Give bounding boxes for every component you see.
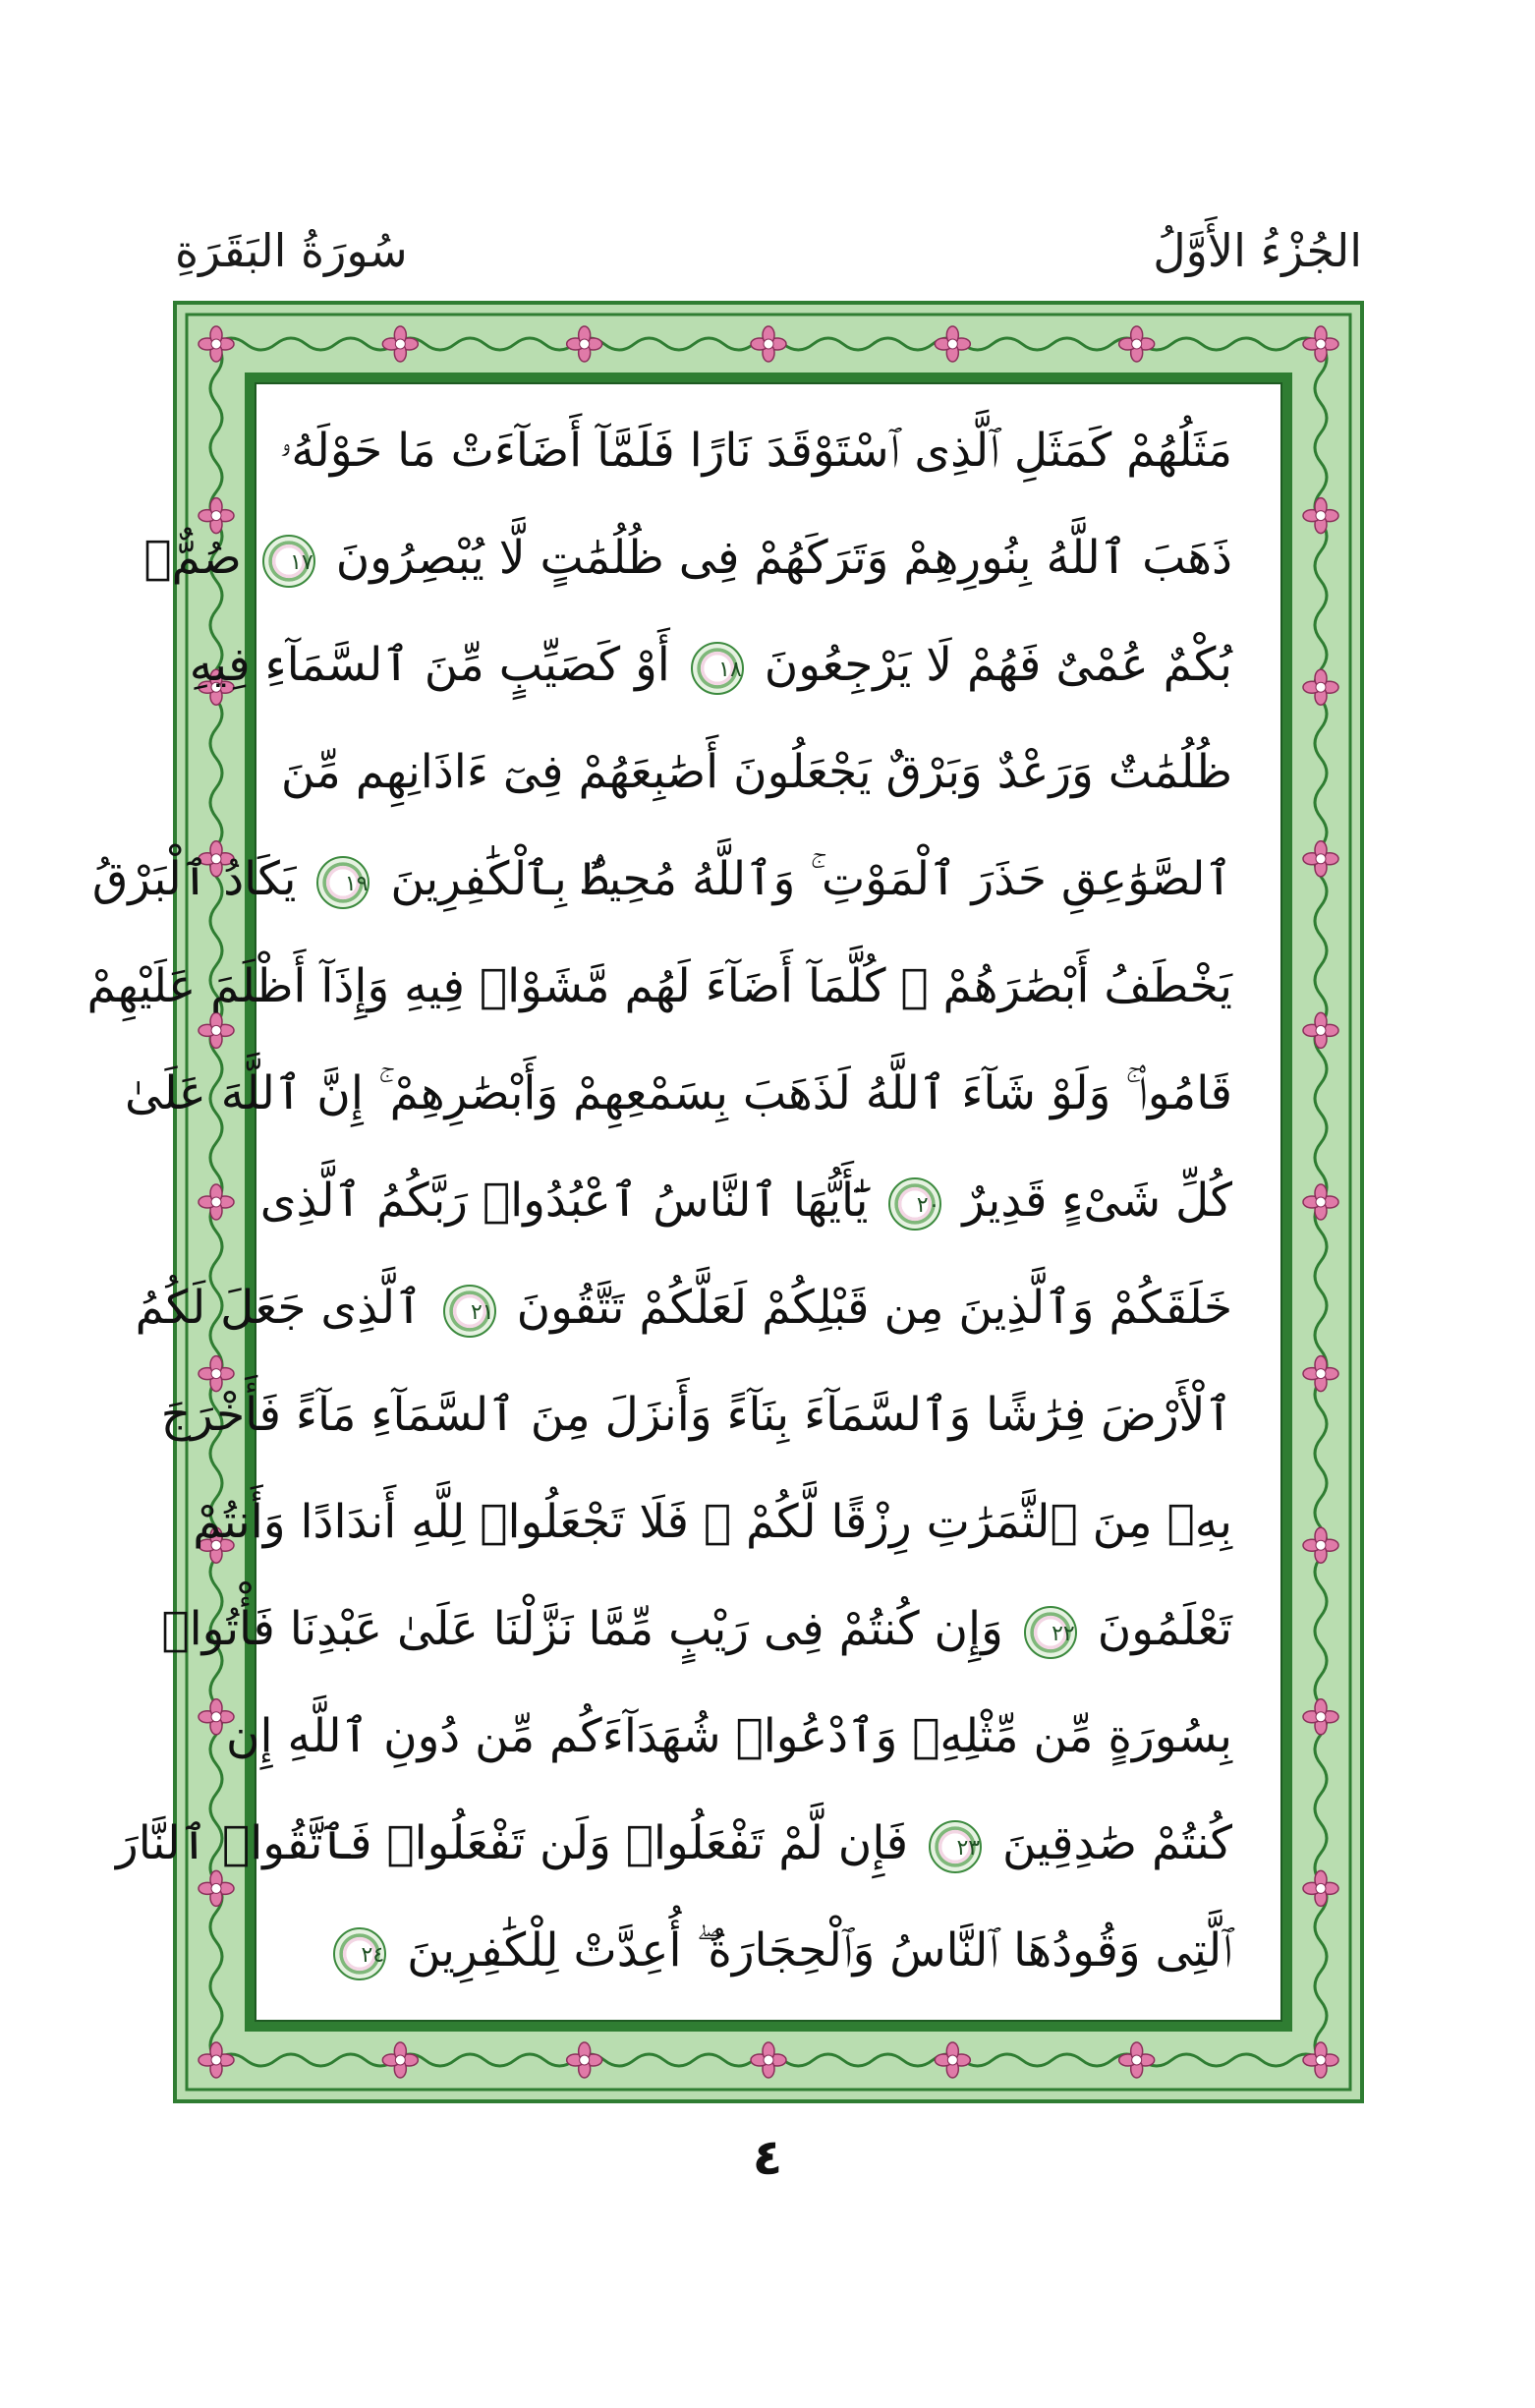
verse-text-continued: فَإِن لَّمْ تَفْعَلُوا۟ وَلَن تَفْعَلُوا۟ فَٱتَّقُوا۟ ٱلنَّارَ: [116, 1816, 909, 1870]
text-line: [263, 417, 1274, 486]
ayah-number-marker: ٢٠: [888, 1177, 941, 1231]
quran-text-area: [86, 391, 1274, 2013]
verse-text-continued: وَإِن كُنتُمْ فِى رَيْبٍ مِّمَّا نَزَّلْنَا عَلَىٰ عَبْدِنَا فَأْتُوا۟: [161, 1602, 1003, 1656]
ayah-number-marker: ١٧: [262, 535, 315, 588]
verse-text: بُكْمٌ عُمْىٌ فَهُمْ لَا يَرْجِعُونَ: [764, 638, 1232, 692]
text-line: [116, 1809, 1274, 1878]
text-line: [226, 1702, 1274, 1771]
ayah-number-marker: ١٨: [691, 642, 744, 695]
juz-title: الجُزْءُ الأَوَّلُ: [1153, 224, 1362, 277]
text-line: [263, 1917, 1274, 1985]
verse-text: مَثَلُهُمْ كَمَثَلِ ٱلَّذِى ٱسْتَوْقَدَ نَارًا فَلَمَّآ أَضَآءَتْ مَا حَوْلَهُۥ: [279, 424, 1232, 478]
verse-text: كُلِّ شَىْءٍ قَدِيرٌ: [962, 1174, 1232, 1228]
text-line: [263, 738, 1274, 807]
verse-text-continued: يَٰٓأَيُّهَا ٱلنَّاسُ ٱعْبُدُوا۟ رَبَّكُمُ ٱلَّذِى: [259, 1174, 869, 1228]
text-line: [193, 1488, 1274, 1557]
text-line: [91, 845, 1274, 914]
text-line: [86, 952, 1274, 1021]
verse-text: ٱلْأَرْضَ فِرَٰشًا وَٱلسَّمَآءَ بِنَآءً وَأَنزَلَ مِنَ ٱلسَّمَآءِ مَآءً فَأَخْرَجَ: [160, 1388, 1232, 1442]
verse-text: ذَهَبَ ٱللَّهُ بِنُورِهِمْ وَتَرَكَهُمْ فِى ظُلُمَٰتٍ لَّا يُبْصِرُونَ: [335, 531, 1232, 585]
verse-text-continued: أَوْ كَصَيِّبٍ مِّنَ ٱلسَّمَآءِ فِيهِ: [189, 638, 670, 692]
verse-text-continued: صُمٌّۢ: [143, 531, 242, 585]
text-line: [189, 631, 1274, 700]
ayah-number-marker: ٢٤: [333, 1927, 386, 1980]
ayah-number-marker: ٢٣: [929, 1820, 982, 1873]
verse-text: ٱلَّتِى وَقُودُهَا ٱلنَّاسُ وَٱلْحِجَارَةُ ۖ أُعِدَّتْ لِلْكَٰفِرِينَ: [407, 1923, 1232, 1978]
verse-text: ٱلصَّوَٰعِقِ حَذَرَ ٱلْمَوْتِ ۚ وَٱللَّهُ مُحِيطٌۢ بِٱلْكَٰفِرِينَ: [390, 852, 1232, 906]
verse-text: خَلَقَكُمْ وَٱلَّذِينَ مِن قَبْلِكُمْ لَعَلَّكُمْ تَتَّقُونَ: [516, 1281, 1232, 1335]
verse-text: كُنتُمْ صَٰدِقِينَ: [1002, 1816, 1232, 1870]
text-line: [259, 1167, 1274, 1235]
verse-text: تَعْلَمُونَ: [1097, 1602, 1232, 1656]
verse-text-continued: يَكَادُ ٱلْبَرْقُ: [91, 852, 297, 906]
text-line: [161, 1595, 1274, 1664]
ayah-number-marker: ١٩: [316, 856, 370, 909]
verse-text-continued: ٱلَّذِى جَعَلَ لَكُمُ: [135, 1281, 423, 1335]
text-line: [143, 524, 1274, 593]
verse-text: ظُلُمَٰتٌ وَرَعْدٌ وَبَرْقٌ يَجْعَلُونَ أَصَٰبِعَهُمْ فِىٓ ءَاذَانِهِم مِّنَ: [280, 745, 1232, 799]
ayah-number-marker: ٢١: [443, 1285, 496, 1338]
page-number: ٤: [752, 2129, 783, 2186]
verse-text: يَخْطَفُ أَبْصَٰرَهُمْ ۖ كُلَّمَآ أَضَآءَ لَهُم مَّشَوْا۟ فِيهِ وَإِذَآ أَظْلَمَ عَلَيْهِمْ: [86, 959, 1232, 1013]
verse-text: قَامُوا۟ ۚ وَلَوْ شَآءَ ٱللَّهُ لَذَهَبَ بِسَمْعِهِمْ وَأَبْصَٰرِهِمْ ۚ إِنَّ ٱللَّهَ عَلَىٰ: [125, 1066, 1232, 1120]
surah-title: سُورَةُ البَقَرَةِ: [175, 224, 408, 277]
verse-text: بِسُورَةٍ مِّن مِّثْلِهِۦ وَٱدْعُوا۟ شُهَدَآءَكُم مِّن دُونِ ٱللَّهِ إِن: [226, 1709, 1232, 1763]
text-line: [125, 1060, 1274, 1128]
ayah-number-marker: ٢٢: [1024, 1606, 1077, 1659]
text-line: [160, 1381, 1274, 1450]
text-line: [135, 1274, 1274, 1343]
verse-text: بِهِۦ مِنَ ٱلثَّمَرَٰتِ رِزْقًا لَّكُمْ ۖ فَلَا تَجْعَلُوا۟ لِلَّهِ أَندَادًا وَأَنتُمْ: [193, 1495, 1232, 1549]
ornamental-frame: [86, 301, 1364, 2103]
